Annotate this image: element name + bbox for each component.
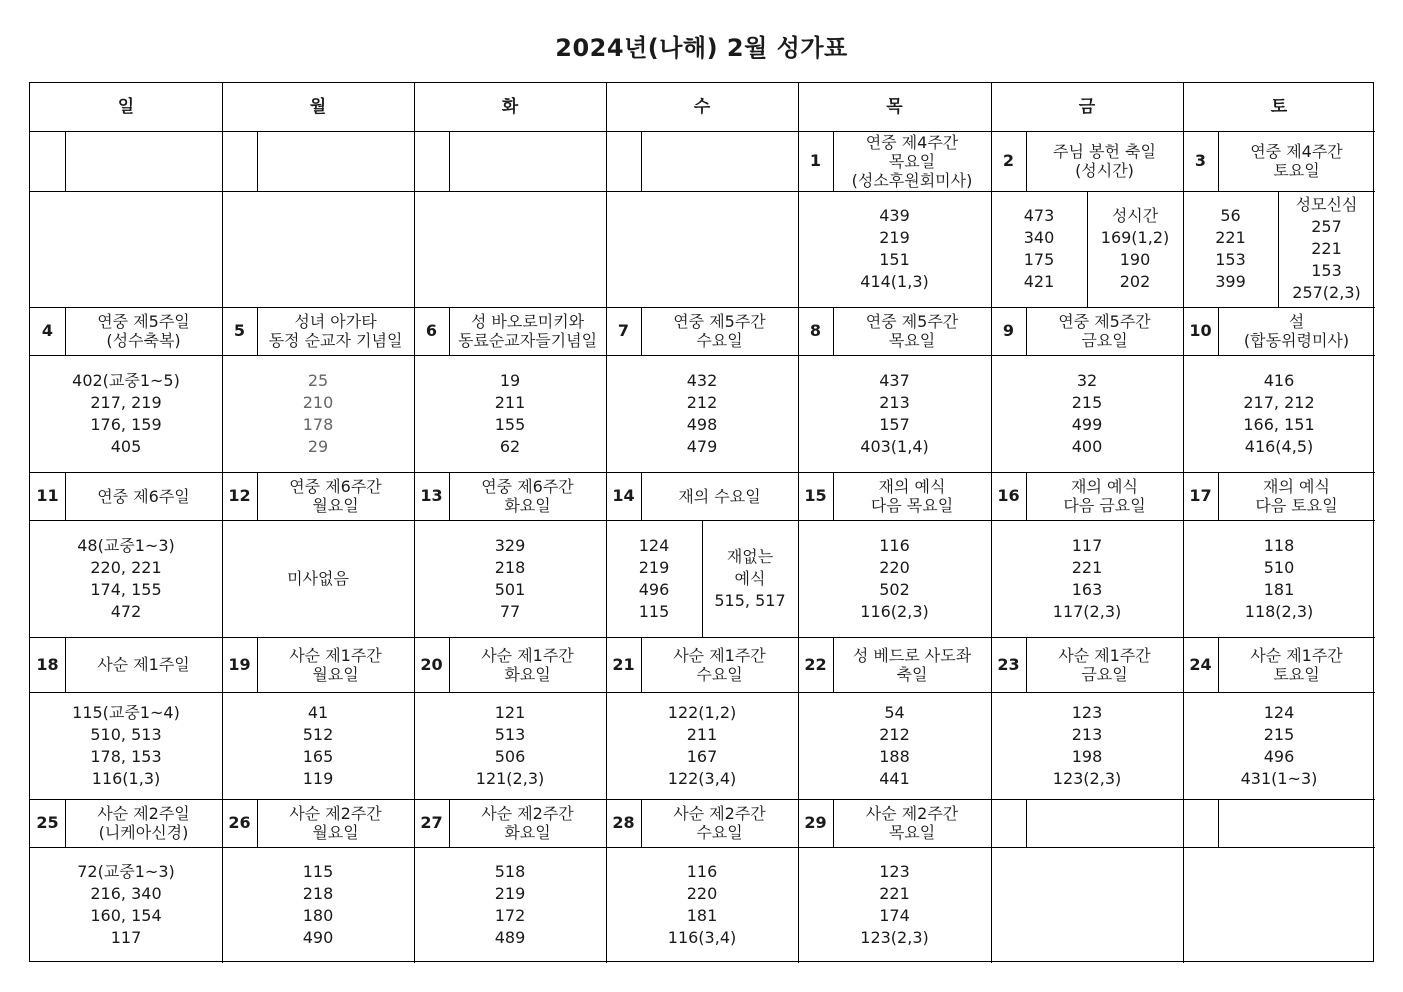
label-line: 화요일 [504,496,551,515]
hymn-number: 490 [302,928,334,947]
hymn-number: 119 [302,768,334,788]
day-label [641,472,798,520]
date-number [30,131,65,191]
day-label [1026,472,1183,520]
label-line: 연중 제5주일 [97,312,190,331]
label-line: 사순 제1주간 [673,645,766,665]
hymn-list-extra [1087,191,1183,307]
hymn-number: 220 [686,884,718,903]
hymn-number: 499 [1071,414,1103,434]
hymn-number: 220 [879,557,910,577]
hymn-list [606,520,702,637]
hymn-list [798,191,991,307]
label-line: 화요일 [504,664,551,684]
hymn-list [991,692,1183,799]
hymn-number: 123(2,3) [860,928,929,947]
hymn-number: 513 [494,724,526,744]
hymn-list [414,355,606,472]
date-number: 19 [228,654,251,674]
label-line: 수요일 [696,331,743,350]
day-label [833,131,991,191]
hymn-number: 72(교중1~3) [77,862,175,881]
day-label [1218,637,1375,692]
day-label [65,131,222,191]
hymn-number: 400 [1071,436,1103,456]
label-line: 성녀 아가타 [294,312,377,331]
hymn-number: 116(3,4) [667,928,737,947]
hymn-list [1183,847,1375,963]
label-line: 토요일 [1273,664,1320,684]
hymn-number: 441 [879,768,910,788]
hymn-list [606,191,798,307]
hymn-number: 115(교중1~4) [72,702,180,722]
hymn-number: 257(2,3) [1292,283,1361,302]
day-label [833,472,991,520]
hymn-number: 421 [1023,272,1055,291]
hymn-number: 215 [1071,392,1103,412]
hymn-number: 212 [686,392,718,412]
hymn-number: 미사없음 [287,568,349,588]
label-line: 성 바오로미키와 [470,312,585,331]
hymn-list [606,692,798,799]
label-line: (합동위령미사) [1243,331,1350,350]
hymn-number: 217, 219 [90,392,162,412]
extra-title: 성모신심 [1295,195,1358,214]
date-number: 21 [612,654,635,674]
hymn-list [1183,355,1375,472]
label-line: 연중 제6주일 [97,486,190,506]
hymn-list [991,191,1087,307]
day-label [257,307,414,355]
date-number: 15 [804,486,827,505]
hymn-number: 181 [686,906,718,925]
day-label [1026,307,1183,355]
day-label [449,637,606,692]
extra-title: 성시간 [1111,206,1159,225]
hymn-number: 432 [686,370,718,390]
day-header: 금 [1078,97,1096,117]
day-label [641,637,798,692]
hymn-number: 202 [1119,272,1151,291]
hymn-number: 515, 517 [714,590,786,610]
label-line: 사순 제1주간 [481,645,574,665]
label-line: 연중 제5주간 [673,312,766,331]
hymn-number: 174, 155 [90,579,162,599]
date-number [991,799,1026,847]
date-number: 29 [804,813,827,832]
label-line: 사순 제1주간 [1058,645,1151,665]
day-label [1218,799,1375,847]
date-number: 10 [1189,321,1212,340]
hymn-number: 116 [686,862,718,881]
date-number: 4 [41,321,54,340]
hymn-number: 25 [307,370,329,390]
label-line: 다음 목요일 [870,496,954,515]
label-line: 목요일 [888,151,936,171]
date-number: 16 [997,486,1020,505]
hymn-number: 116(2,3) [860,601,929,621]
hymn-number: 155 [494,414,526,434]
label-line: 연중 제6주간 [289,477,382,496]
day-label [449,472,606,520]
hymn-number: 54 [884,702,905,722]
hymn-number: 489 [494,928,526,947]
hymn-number: 220, 221 [90,557,162,577]
date-number: 14 [612,486,635,505]
label-line: 동료순교자들기념일 [457,331,598,350]
date-number: 6 [425,321,438,340]
hymn-number: 19 [499,370,521,390]
hymn-list [798,847,991,963]
hymn-number: 48(교중1~3) [77,535,175,555]
label-line: 재의 수요일 [678,486,761,506]
hymn-number: 153 [1311,261,1342,280]
label-line: 성 베드로 사도좌 [852,645,972,665]
label-line: 사순 제1주간 [1250,645,1343,665]
hymn-list-extra [1278,191,1375,307]
hymn-list [30,692,222,799]
hymn-number: 403(1,4) [860,436,929,456]
hymn-number: 166, 151 [1243,414,1315,434]
hymn-list [991,520,1183,637]
hymn-number: 510 [1263,557,1295,577]
hymn-list [30,847,222,963]
day-label [1026,131,1183,191]
day-label [65,799,222,847]
day-label [1218,472,1375,520]
date-number [414,131,449,191]
day-header: 토 [1270,97,1288,117]
date-number: 11 [36,486,59,505]
label-line: 사순 제2주일 [97,804,190,823]
label-line: 월요일 [312,823,359,842]
hymn-list [222,191,414,307]
hymn-number: 496 [638,579,670,599]
day-label [449,799,606,847]
hymn-number: 174 [879,906,910,925]
hymn-list [30,355,222,472]
hymn-number: 116 [879,535,910,555]
date-number [1183,799,1218,847]
date-number: 13 [420,486,443,505]
date-number [222,131,257,191]
hymn-list [798,692,991,799]
day-label [257,131,414,191]
hymn-number: 124 [638,535,670,555]
hymn-number: 473 [1023,206,1055,225]
hymn-number: 210 [302,392,334,412]
day-label [449,131,606,191]
hymn-number: 172 [494,906,526,925]
hymn-number: 212 [879,724,910,744]
hymn-list [991,355,1183,472]
day-header: 목 [886,97,903,117]
hymn-number: 62 [499,436,521,456]
label-line: 금요일 [1081,331,1128,350]
hymn-list [606,847,798,963]
date-number: 28 [612,813,635,832]
hymn-number: 496 [1263,746,1295,766]
hymn-number: 416(4,5) [1244,436,1314,456]
hymn-number: 221 [1215,228,1246,247]
hymn-number: 510, 513 [90,724,162,744]
hymn-list [798,520,991,637]
hymn-list [1183,520,1375,637]
hymn-number: 506 [494,746,526,766]
date-number: 5 [233,321,246,340]
date-number: 2 [1002,151,1015,170]
day-label [833,799,991,847]
hymn-number: 123 [1071,702,1103,722]
label-line: 사순 제1주일 [97,655,190,674]
hymn-number: 414(1,3) [860,272,929,291]
hymn-list [798,355,991,472]
hymn-number: 190 [1119,250,1151,269]
label-line: 목요일 [888,331,936,350]
day-label [1026,637,1183,692]
day-label [833,637,991,692]
label-line: 주님 봉헌 축일 [1053,142,1156,161]
date-number [606,131,641,191]
date-number: 3 [1194,151,1207,170]
day-header: 월 [309,97,327,117]
hymn-number: 416 [1263,370,1295,390]
label-line: (성수축복) [106,331,181,350]
label-line: 수요일 [696,823,743,842]
hymn-number: 188 [879,746,910,766]
hymn-list [991,847,1183,963]
hymn-number: 431(1~3) [1240,768,1318,788]
hymn-number: 221 [1311,239,1342,258]
hymn-list [222,692,414,799]
hymn-number: 41 [307,702,329,722]
hymn-number: 498 [686,414,718,434]
day-header: 화 [501,97,519,117]
date-number: 22 [804,654,827,674]
hymn-number: 157 [879,414,910,434]
day-label [1218,307,1375,355]
day-label [257,637,414,692]
date-number: 17 [1189,486,1212,505]
label-line: 사순 제2주간 [481,804,574,823]
label-line: 연중 제4주간 [865,132,959,152]
hymn-number: 502 [879,579,910,599]
label-line: 연중 제5주간 [1058,312,1151,331]
day-label [641,799,798,847]
label-line: 동정 순교자 기념일 [268,331,403,350]
date-number: 1 [809,151,822,170]
hymn-number: 115 [302,862,334,881]
label-line: 사순 제2주간 [865,804,959,823]
hymn-number: 402(교중1~5) [72,370,180,390]
hymn-number: 181 [1263,579,1295,599]
date-number: 9 [1002,321,1015,340]
day-label [65,307,222,355]
label-line: 연중 제4주간 [1250,142,1343,161]
hymn-number: 211 [686,724,718,744]
hymn-number: 213 [1071,724,1103,744]
hymn-number: 77 [499,601,521,621]
day-label [833,307,991,355]
hymn-number: 219 [494,884,526,903]
date-number: 12 [228,486,251,505]
hymn-number: 116(1,3) [91,768,161,788]
hymn-number: 178 [302,414,334,434]
hymn-number: 217, 212 [1243,392,1315,412]
day-label [449,307,606,355]
hymn-number: 117 [110,928,142,947]
hymn-list-extra [702,520,798,637]
hymn-number: 122(1,2) [667,702,737,722]
hymn-list [414,520,606,637]
label-line: 금요일 [1081,664,1128,684]
day-label [65,637,222,692]
label-line: 다음 토요일 [1255,496,1338,515]
hymn-number: 218 [302,884,334,903]
hymn-number: 479 [686,436,718,456]
hymn-number: 165 [302,746,334,766]
hymn-number: 29 [307,436,329,456]
hymn-list [30,191,222,307]
hymn-number: 180 [302,906,334,925]
hymn-number: 219 [638,557,670,577]
label-line: 토요일 [1273,161,1320,180]
hymn-list [30,520,222,637]
hymn-number: 198 [1071,746,1103,766]
hymn-number: 215 [1263,724,1295,744]
hymn-number: 512 [302,724,334,744]
hymn-number: 재없는 [726,546,774,566]
day-label [1026,799,1183,847]
hymn-number: 219 [879,228,910,247]
hymn-number: 115 [638,601,670,621]
day-label [1218,131,1375,191]
hymn-number: 340 [1023,228,1055,247]
hymn-number: 124 [1263,702,1295,722]
day-header: 일 [117,97,135,117]
label-line: (성소후원회미사) [851,170,973,190]
hymn-number: 122(3,4) [667,768,737,788]
hymn-number: 221 [1071,557,1103,577]
hymn-number: 211 [494,392,526,412]
hymn-list [1183,191,1278,307]
hymn-number: 예식 [734,568,766,588]
label-line: 축일 [896,664,928,684]
label-line: 사순 제2주간 [673,804,766,823]
day-label [257,472,414,520]
hymn-number: 178, 153 [90,746,162,766]
label-line: 수요일 [696,664,743,684]
hymn-number: 169(1,2) [1100,228,1170,247]
hymn-list [222,355,414,472]
label-line: 사순 제2주간 [289,804,382,823]
date-number: 18 [36,654,59,674]
day-label [641,307,798,355]
hymn-number: 399 [1215,272,1246,291]
hymn-number: 123 [879,862,910,881]
hymn-list [606,355,798,472]
hymn-list [1183,692,1375,799]
date-number: 7 [617,321,630,340]
date-number: 8 [809,321,822,340]
date-number: 26 [228,813,251,832]
hymn-number: 405 [110,436,142,456]
label-line: (성시간) [1075,161,1134,180]
hymn-list [222,520,414,637]
label-line: 화요일 [504,823,551,842]
hymn-schedule-table [29,82,1374,962]
label-line: 재의 예식 [1071,477,1138,496]
day-label [641,131,798,191]
date-number: 23 [997,654,1020,674]
hymn-number: 329 [494,535,526,555]
label-line: 사순 제1주간 [289,645,382,665]
day-label [257,799,414,847]
hymn-number: 221 [879,884,910,903]
hymn-number: 121 [494,702,526,722]
hymn-number: 175 [1023,250,1055,269]
hymn-number: 56 [1220,206,1241,225]
hymn-number: 437 [879,370,910,390]
hymn-number: 160, 154 [90,906,162,925]
label-line: 연중 제6주간 [481,477,574,496]
label-line: 월요일 [312,664,359,684]
hymn-list [414,847,606,963]
hymn-number: 167 [686,746,718,766]
hymn-number: 218 [494,557,526,577]
label-line: 재의 예식 [878,477,946,496]
hymn-list [222,847,414,963]
hymn-number: 163 [1071,579,1103,599]
label-line: 다음 금요일 [1063,496,1146,515]
label-line: 설 [1288,312,1305,331]
label-line: 월요일 [312,496,359,515]
date-number: 27 [420,813,443,832]
label-line: (니케아신경) [98,823,189,842]
label-line: 목요일 [888,823,936,842]
hymn-number: 472 [110,601,142,621]
hymn-number: 121(2,3) [475,768,545,788]
hymn-number: 32 [1076,370,1098,390]
hymn-number: 118(2,3) [1244,601,1314,621]
hymn-number: 118 [1263,535,1295,555]
day-label [65,472,222,520]
label-line: 연중 제5주간 [865,312,959,331]
hymn-number: 439 [879,206,910,225]
hymn-number: 257 [1311,217,1342,236]
hymn-list [414,692,606,799]
hymn-number: 518 [494,862,526,881]
date-number: 25 [36,813,59,832]
hymn-number: 117 [1071,535,1103,555]
hymn-number: 151 [879,250,910,269]
date-number: 24 [1189,654,1212,674]
hymn-number: 176, 159 [90,414,162,434]
hymn-number: 123(2,3) [1052,768,1122,788]
hymn-number: 501 [494,579,526,599]
date-number: 20 [420,654,443,674]
hymn-number: 213 [879,392,910,412]
hymn-number: 153 [1215,250,1246,269]
label-line: 재의 예식 [1263,477,1330,496]
day-header: 수 [693,97,711,117]
hymn-number: 216, 340 [90,884,162,903]
hymn-number: 117(2,3) [1052,601,1122,621]
hymn-list [414,191,606,307]
page-title: 2024년(나해) 2월 성가표 [555,34,848,62]
